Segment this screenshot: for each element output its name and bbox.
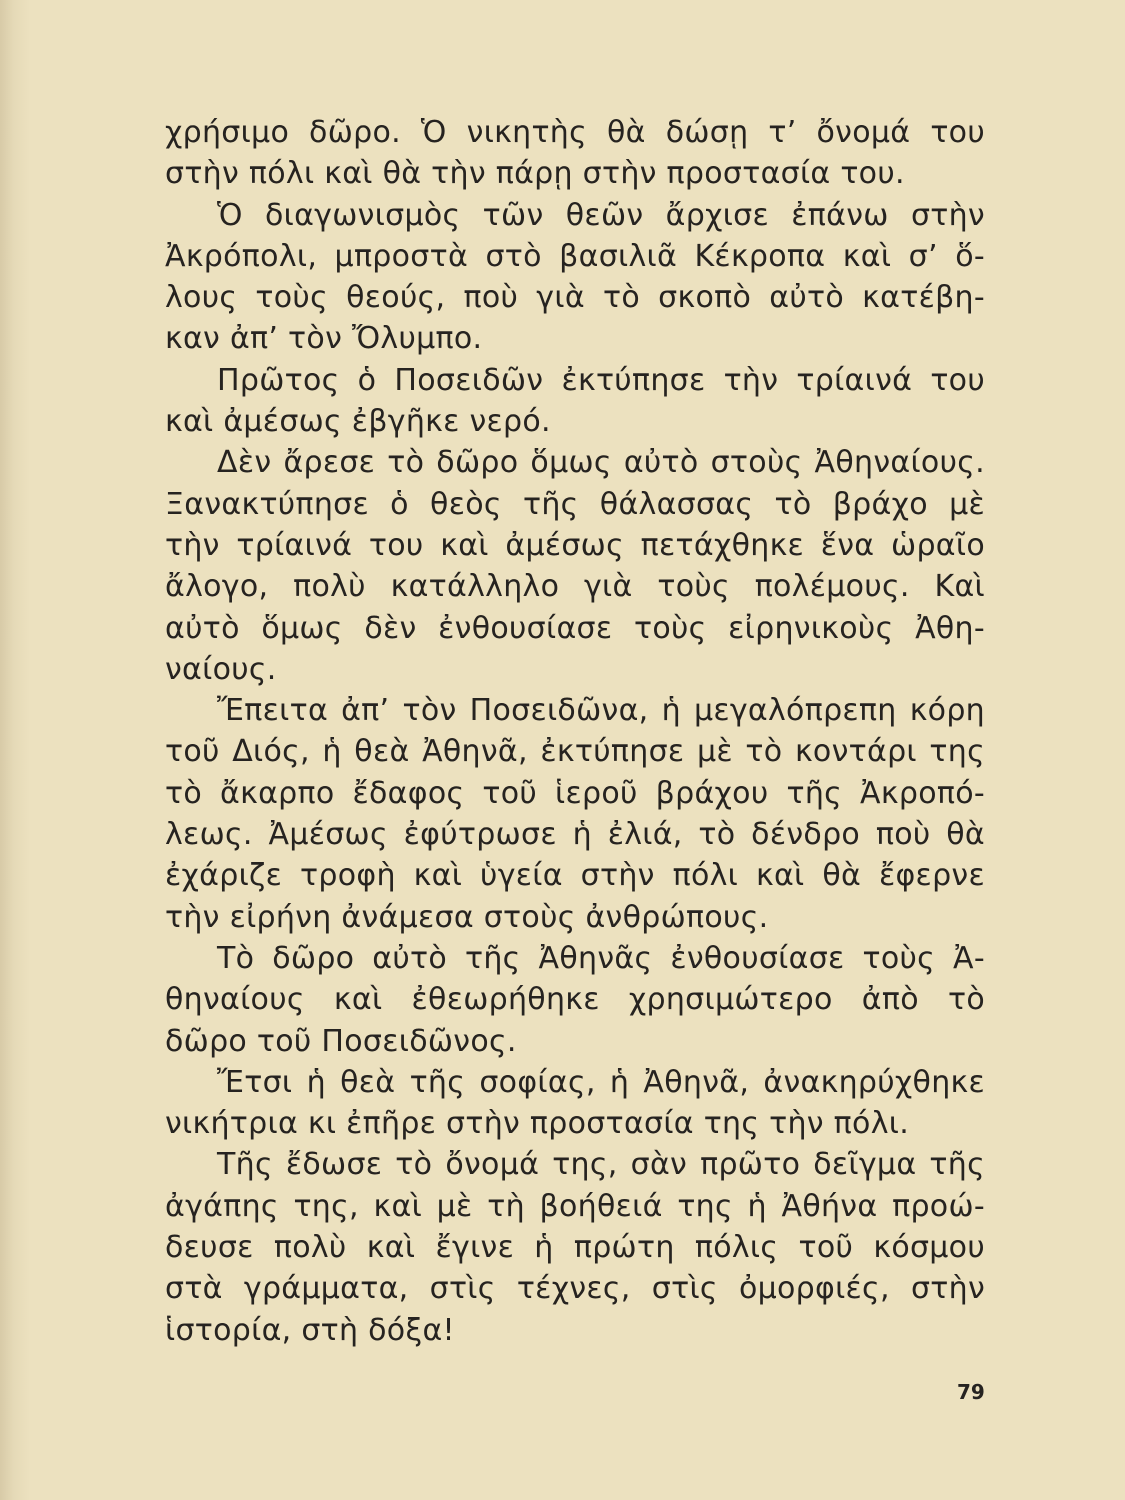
text-line: χρήσιμο δῶρο. Ὁ νικητὴς θὰ δώσῃ τ’ ὄνομά του (165, 115, 985, 150)
text-line: τὴν εἰρήνη ἀνάμεσα στοὺς ἀνθρώπους. (165, 899, 769, 935)
text-line: Δὲν ἄρεσε τὸ δῶρο ὅμως αὐτὸ στοὺς Ἀθηναίους. (217, 445, 985, 481)
text-line: Ὁ διαγωνισμὸς τῶν θεῶν ἄρχισε ἐπάνω στὴν (217, 197, 985, 233)
text-line: Ἔπειτα ἀπ’ τὸν Ποσειδῶνα, ἡ μεγαλόπρεπη κόρη (217, 693, 985, 729)
text-line: λους τοὺς θεούς, ποὺ γιὰ τὸ σκοπὸ αὐτὸ κατέβη- (165, 280, 985, 316)
text-line: θηναίους καὶ ἐθεωρήθηκε χρησιμώτερο ἀπὸ τὸ (165, 982, 985, 1018)
paragraph (165, 112, 985, 195)
text-line: Ἔτσι ἡ θεὰ τῆς σοφίας, ἡ Ἀθηνᾶ, ἀνακηρύχθηκε (217, 1064, 985, 1100)
text-line: στὴν πόλι καὶ θὰ τὴν πάρῃ στὴν προστασία του. (165, 156, 905, 192)
paragraph (165, 1144, 985, 1350)
paragraph (165, 360, 985, 443)
text-line: ἐχάριζε τροφὴ καὶ ὑγεία στὴν πόλι καὶ θὰ ἔφερνε (165, 858, 985, 894)
text-line: τοῦ Διός, ἡ θεὰ Ἀθηνᾶ, ἐκτύπησε μὲ τὸ κοντάρι της (165, 734, 985, 770)
text-line: δῶρο τοῦ Ποσειδῶνος. (165, 1023, 517, 1059)
text-line: Ἀκρόπολι, μπροστὰ στὸ βασιλιᾶ Κέκροπα καὶ σ’ ὅ- (165, 238, 985, 274)
text-line: ἀγάπης της, καὶ μὲ τὴ βοήθειά της ἡ Ἀθήνα προώ- (165, 1188, 985, 1224)
text-line: Ξανακτύπησε ὁ θεὸς τῆς θάλασσας τὸ βράχο μὲ (165, 486, 985, 522)
paragraph (165, 938, 985, 1062)
text-line: αὐτὸ ὅμως δὲν ἐνθουσίασε τοὺς εἰρηνικοὺς Ἀθη- (165, 610, 985, 646)
text-line: ἱστορία, στὴ δόξα! (165, 1312, 455, 1348)
text-line: ἄλογο, πολὺ κατάλληλο γιὰ τοὺς πολέμους. Καὶ (165, 569, 985, 605)
text-line: καν ἀπ’ τὸν Ὄλυμπο. (165, 321, 483, 357)
text-line: Τὸ δῶρο αὐτὸ τῆς Ἀθηνᾶς ἐνθουσίασε τοὺς Ἀ- (217, 940, 985, 976)
paragraph (165, 195, 985, 360)
paragraph (165, 690, 985, 938)
paragraph (165, 1062, 985, 1145)
paragraph (165, 442, 985, 690)
text-line: στὰ γράμματα, στὶς τέχνες, στὶς ὀμορφιές, στὴν (165, 1271, 985, 1307)
text-line: δευσε πολὺ καὶ ἔγινε ἡ πρώτη πόλις τοῦ κόσμου (165, 1230, 985, 1266)
text-line: τὴν τρίαινά του καὶ ἀμέσως πετάχθηκε ἕνα ὡραῖο (165, 527, 985, 563)
page-number: 79 (957, 1380, 985, 1404)
text-line: τὸ ἄκαρπο ἔδαφος τοῦ ἱεροῦ βράχου τῆς Ἀκροπό- (165, 775, 985, 811)
text-line: Πρῶτος ὁ Ποσειδῶν ἐκτύπησε τὴν τρίαινά του (217, 362, 985, 398)
body-text (165, 112, 985, 1351)
text-line: Τῆς ἔδωσε τὸ ὄνομά της, σὰν πρῶτο δεῖγμα τῆς (217, 1147, 985, 1183)
text-line: καὶ ἀμέσως ἐβγῆκε νερό. (165, 404, 551, 440)
text-line: νικήτρια κι ἐπῆρε στὴν προστασία της τὴν πόλι. (165, 1106, 910, 1142)
text-line: λεως. Ἀμέσως ἐφύτρωσε ἡ ἐλιά, τὸ δένδρο ποὺ θὰ (165, 817, 985, 853)
text-line: ναίους. (165, 651, 277, 687)
